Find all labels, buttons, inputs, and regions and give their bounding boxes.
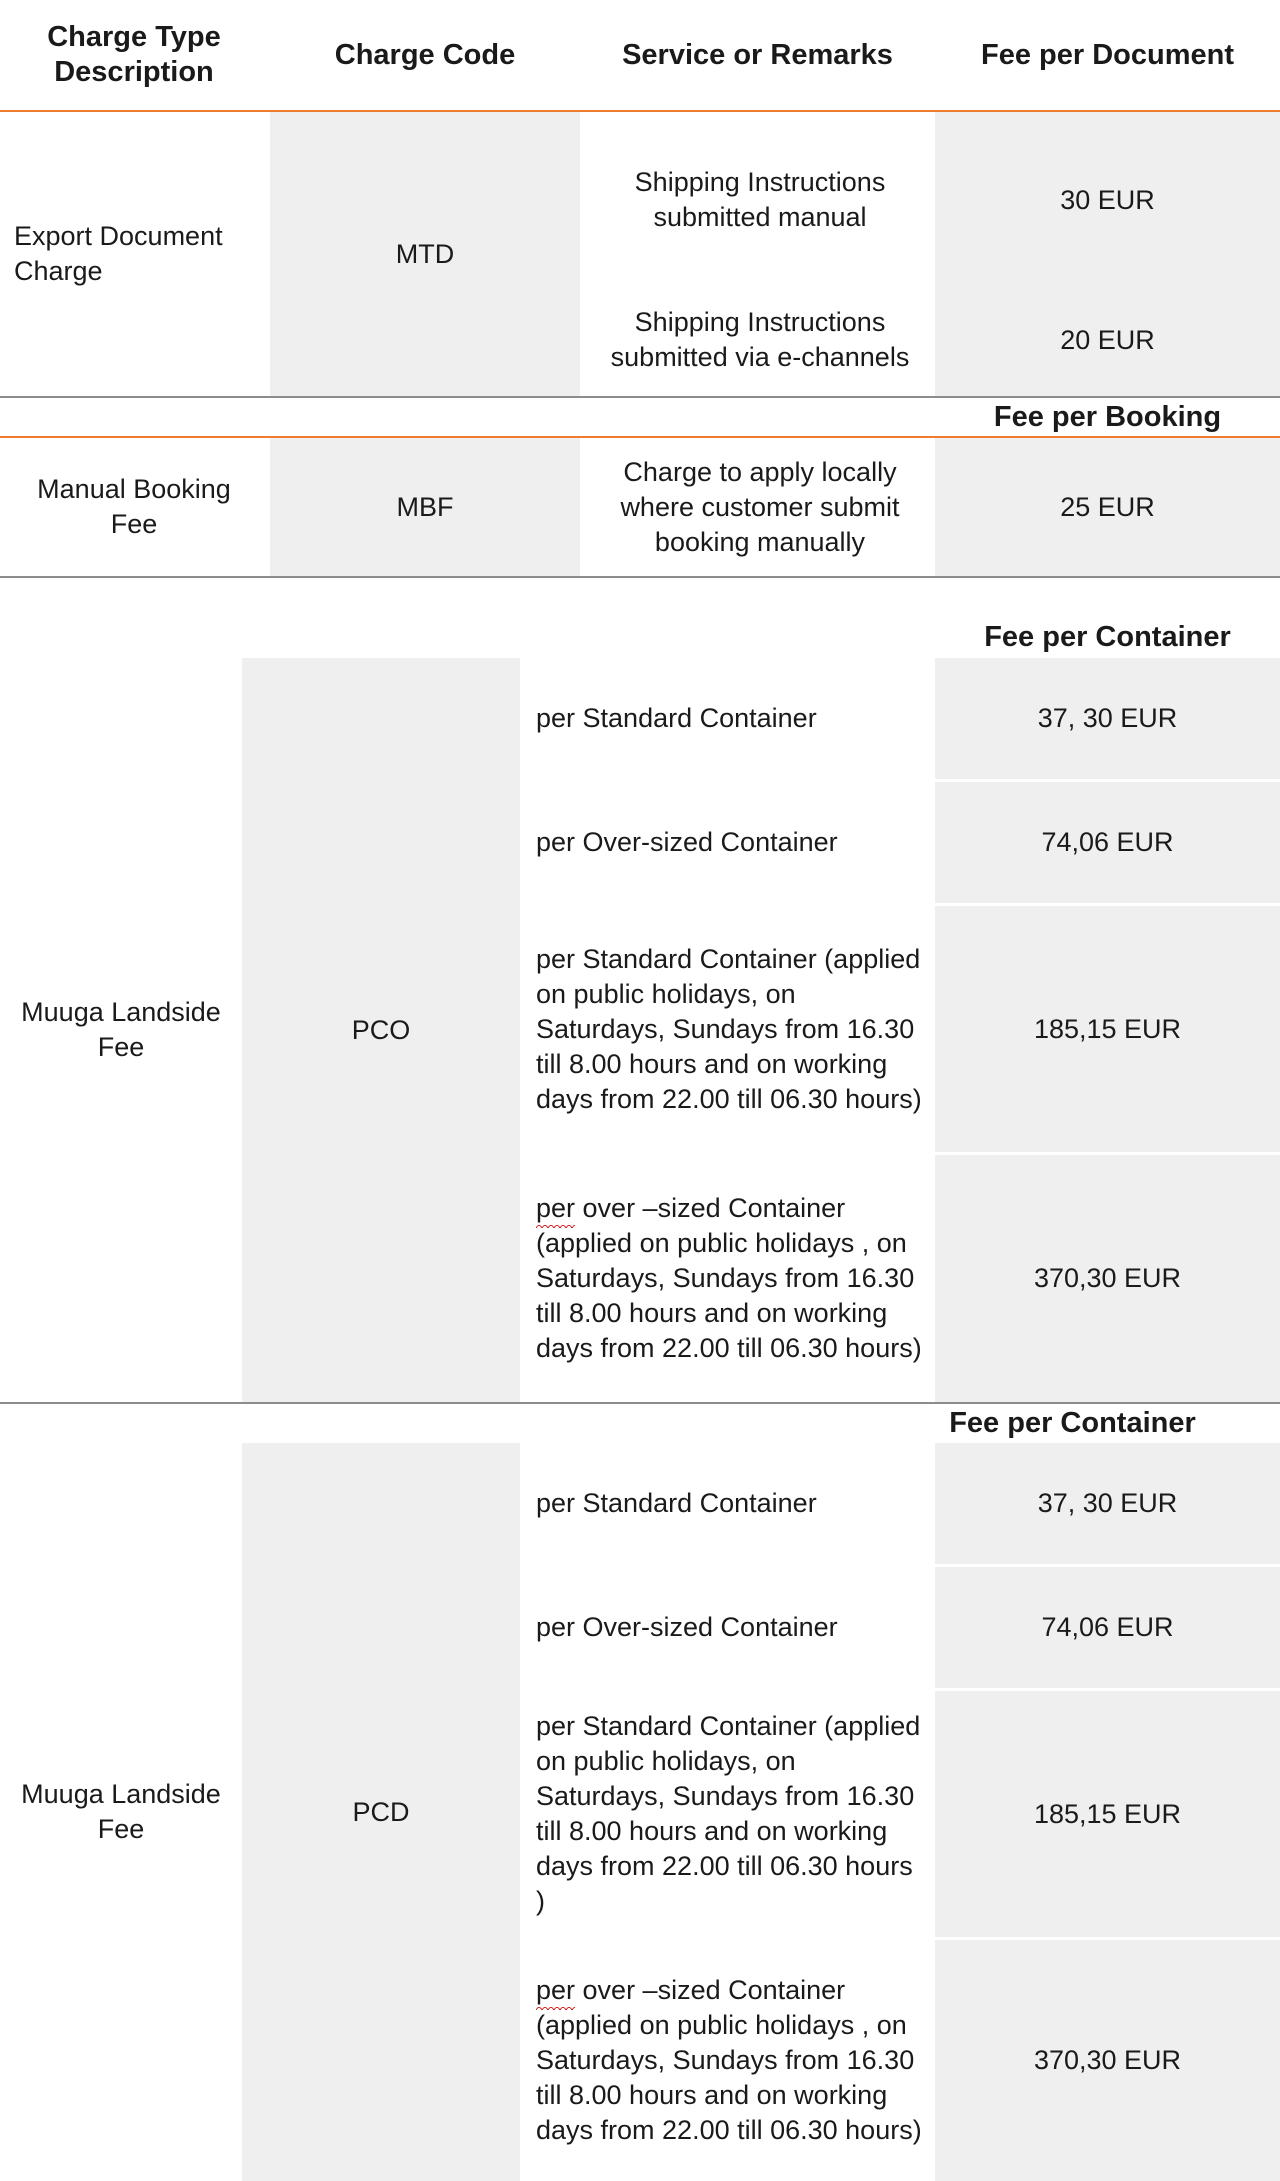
section2-divider: [0, 576, 1280, 578]
pco-remark-oversized: per Over-sized Container: [536, 827, 838, 857]
pcd-fee-standard-holiday: 185,15 EUR: [1033, 1798, 1182, 1829]
pco-remark-oversized-holiday-text: over –sized Container (applied on public holidays , on Saturdays, Sundays from 16.30 till 8.00 hours and on working days from 22.00 till 06.30 hours): [536, 1193, 922, 1363]
pcd-fee-oversized-holiday: 370,30 EUR: [1033, 2045, 1182, 2075]
manual-booking-remark: Charge to apply locally where customer submit booking manually: [620, 456, 900, 557]
export-document-charge-code: MTD: [395, 238, 455, 269]
muuga-landside-fee-label-pco: Muuga Landside Fee: [21, 997, 221, 1062]
muuga-landside-fee-code-pco: PCO: [351, 1014, 411, 1045]
remark-si-manual: Shipping Instructions submitted manual: [634, 167, 886, 232]
pco-fee-oversized: 74,06 EUR: [1041, 827, 1174, 857]
pco-fee-oversized-holiday: 370,30 EUR: [1033, 1263, 1182, 1293]
fee-per-container-header-pcd: Fee per Container: [949, 1406, 1196, 1439]
pco-remark-standard-holiday: per Standard Container (applied on public holidays, on Saturdays, Sundays from 16.30 till 8.00 hours and on working days from 22.00 till 06.30 hours): [536, 943, 922, 1114]
pco-fee-standard-holiday: 185,15 EUR: [1033, 1013, 1182, 1044]
pcd-remark-oversized-holiday: [536, 1940, 926, 2181]
header-service-remarks: Service or Remarks: [622, 38, 893, 71]
pcd-remark-oversized-holiday-text: over –sized Container (applied on public holidays , on Saturdays, Sundays from 16.30 till 8.00 hours and on working days from 22.00 till 06.30 hours): [536, 1975, 922, 2145]
header-charge-code: Charge Code: [334, 38, 516, 71]
export-document-charge-label: Export Document Charge: [14, 221, 223, 286]
pco-remark-oversized-holiday: [536, 1155, 926, 1402]
manual-booking-fee-label: Manual Booking Fee: [37, 474, 231, 539]
pcd-fee-oversized: 74,06 EUR: [1041, 1612, 1174, 1642]
fee-si-manual: 30 EUR: [1060, 184, 1155, 215]
manual-booking-fee: 25 EUR: [1060, 491, 1155, 522]
muuga-landside-fee-label-pcd: Muuga Landside Fee: [21, 1779, 221, 1844]
pco-remark-standard: per Standard Container: [536, 703, 817, 733]
manual-booking-fee-code: MBF: [396, 491, 454, 522]
header-charge-type: Charge Type Description: [47, 21, 221, 88]
pco-fee-standard: 37, 30 EUR: [1037, 703, 1178, 733]
pcd-fee-standard: 37, 30 EUR: [1037, 1488, 1178, 1518]
pcd-remark-oversized: per Over-sized Container: [536, 1612, 838, 1642]
spell-check-word: per: [536, 1973, 575, 2008]
pcd-remark-standard: per Standard Container: [536, 1488, 817, 1518]
fee-per-container-header-pco: Fee per Container: [984, 620, 1231, 653]
remark-si-echannels: Shipping Instructions submitted via e-channels: [610, 307, 910, 372]
fee-si-echannels: 20 EUR: [1060, 324, 1155, 355]
pcd-remark-standard-holiday: per Standard Container (applied on public holidays, on Saturdays, Sundays from 16.30 till 8.00 hours and on working days from 22.00 till 06.30 hours ): [536, 1711, 921, 1916]
fee-per-booking-header: Fee per Booking: [993, 400, 1222, 433]
spell-check-word: per: [536, 1191, 575, 1226]
muuga-landside-fee-code-pcd: PCD: [352, 1796, 410, 1827]
header-fee-per-document: Fee per Document: [981, 38, 1234, 71]
